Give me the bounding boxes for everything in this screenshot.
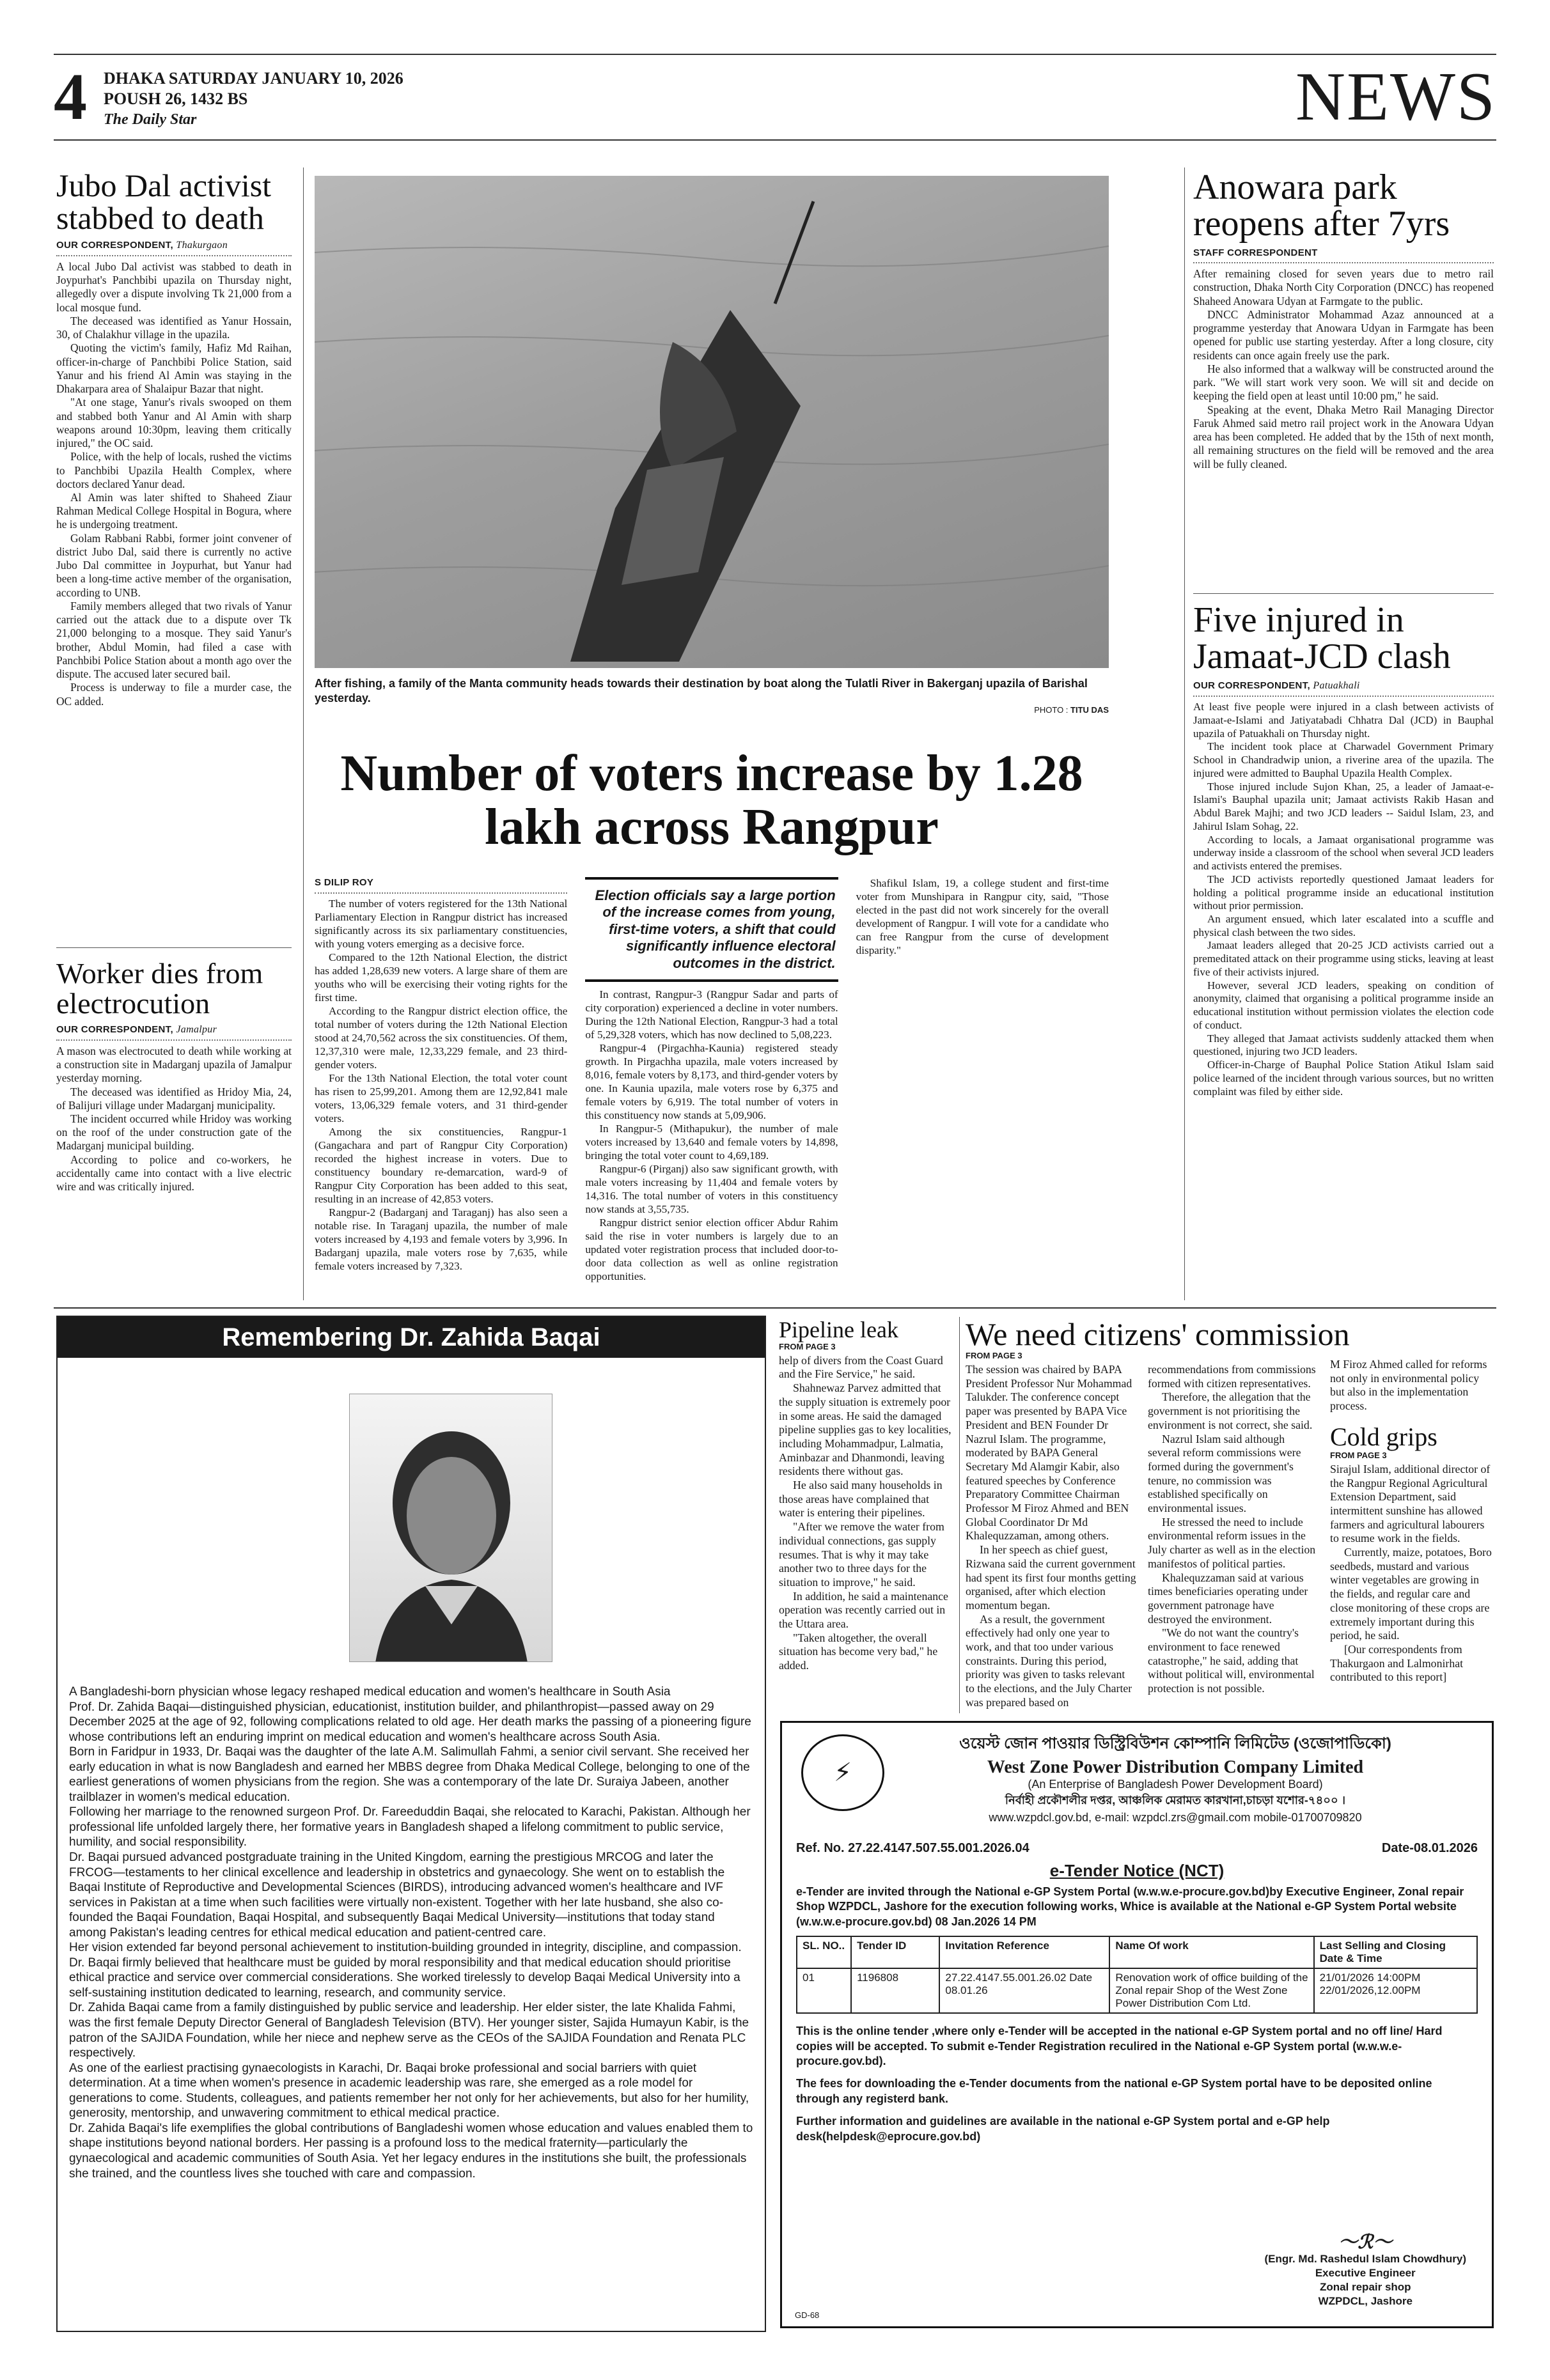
article-citizens [966, 1316, 1350, 1710]
byline: OUR CORRESPONDENT, Thakurgaon [56, 240, 292, 256]
from-page: FROM PAGE 3 [779, 1341, 836, 1351]
signature-mark: 〜ℛ〜 [1338, 2231, 1393, 2253]
notice-notes: This is the online tender ,where only e-Tender will be accepted in the national e-GP System portal and no off line/ Hard copies will be accepted. To submit e-Tender Registration reculired in the National e-GP System portal (w.w.w.e-procure.gov.bd). The fees for downloading the e-Tender documents from the national e-GP System portal have to be deposited online through any registerd bank. Further information and guidelines are available in the national e-GP System portal and e-GP help desk(helpdesk@eprocure.gov.bd) [796, 2025, 1443, 2143]
ref-date: Date-08.01.2026 [1381, 1841, 1478, 1855]
boat-illustration [315, 176, 1109, 668]
headline: Pipeline leak [779, 1317, 898, 1342]
article-voters [315, 877, 1109, 1299]
article-body: A local Jubo Dal activist was stabbed to death in Joypurhat's Panchbibi upazila on Thursday night, allegedly over a dispute involving Tk 21,000 from a local mosque fund. The deceased was identified as Yanur Hossain, 30, of Chalakhur village in the upazila. Quoting the victim's family, Hafiz Md Raihan, officer-in-charge of Panchbibi Police Station, said Yanur and his friend Al Amin was staying in the Dhakarpara area of Shalaipur Bazar that night. "At one stage, Yanur's rivals swooped on them and stabbed both Yanur and Al Amin with sharp weapons around 10:30pm, leaving them critically injured," the OC said. Police, with the help of locals, rushed the victims to Panchbibi Upazila Health Complex, where doctors declared Yanur dead. Al Amin was later shifted to Shaheed Ziaur Rahman Medical College Hospital in Bogura, where he is undergoing treatment. Golam Rabbani Rabbi, former joint convener of district Jubo Dal, said there is currently no active Jubo Dal committee in Joypurhat, but Yanur had been a long-time active member of the organisation, according to UNB. Family members alleged that two rivals of Yanur carried out the attack due to a dispute over Tk 21,000 belonging to a mosque. They said Yanur's brother, Abdul Momin, had filed a case with Panchbibi Police Station about a month ago over the dispute. The accused later secured bail. Process is underway to file a murder case, the OC added. [56, 260, 292, 708]
article-jubo-dal [56, 169, 292, 708]
voters-headline: Number of voters increase by 1.28 lakh across Rangpur [340, 745, 1083, 855]
headline: Five injured in Jamaat-JCD clash [1193, 600, 1451, 677]
tender-notice-ad [780, 1721, 1494, 2328]
company-bangla: ওয়েস্ট জোন পাওয়ার ডিস্ট্রিবিউশন কোম্পানি লিমিটেড (ওজোপাডিকো) [959, 1735, 1391, 1752]
article-body: A mason was electrocuted to death while working at a construction site in Madarganj upazila of Jamalpur yesterday morning. The deceased was identified as Hridoy Mia, 24, of Balijuri village under Madarganj municipality. The incident occurred while Hridoy was working on the roof of the under construction gate of the Madarganj municipal building. According to police and co-workers, he accidentally came into contact with a live electric wire and was critically injured. [56, 1044, 292, 1194]
article-body: Sirajul Islam, additional director of the Rangpur Regional Agricultural Extension Department, said intermittent sunshine has allowed farmers and agricultural labourers to resume work in the fields. Currently, maize, potatoes, Boro seedbeds, mustard and various winter vegetables are growing in the fields, and regular care and close monitoring of these crops are extremely important during this period, he said. [Our correspondents from Thakurgaon and Lalmonirhat contributed to this report] [1330, 1462, 1492, 1684]
section-title: NEWS [1296, 59, 1496, 135]
notice-intro: e-Tender are invited through the National e-GP System Portal (w.w.w.e-procure.gov.bd)by Executive Engineer, Zonal repair Shop WZPDCL, Jashore for the execution following works, Whice is available at the National e-GP System Portal website (w.w.w.e-procure.gov.bd) 08 Jan.2026 14 PM [796, 1885, 1464, 1928]
ref-number: Ref. No. 27.22.4147.507.55.001.2026.04 [796, 1841, 1029, 1855]
article-body: At least five people were injured in a clash between activists of Jamaat-e-Islami and Jatiyatabadi Chhatra Dal (JCD) in Bauphal upazila of Patuakhali on Thursday night. The incident took place at Charwadel Government Primary School in Chandradwip union, a riverine area of the upazila. The injured were admitted to Bauphal Upazila Health Complex. Those injured include Sujon Khan, 25, a leader of Jamaat-e-Islami's Bauphal upazila unit; Jamaat activists Rakib Hasan and Abdul Barek Majhi; and two JCD leaders -- Saidul Islam, 23, and Jahirul Islam Sohag, 22. According to locals, a Jamaat organisational programme was underway inside a classroom of the school when several JCD leaders and activists entered the premises. The JCD activists reportedly questioned Jamaat leaders for holding a political programme inside an educational institution without prior permission. An argument ensued, which later escalated into a scuffle and physical clash between the two sides. Jamaat leaders alleged that 20-25 JCD activists carried out a premeditated attack on their programme using sticks, leaving at least five of their activists injured. However, several JCD leaders, speaking on condition of anonymity, claimed that organising a political programme inside an educational institution without permission violates the election code of conduct. They alleged that Jamaat activists suddenly attacked them when questioned, injuring two JCD leaders. Officer-in-Charge of Bauphal Police Station Atikul Islam said police learned of the incident through various sources, but no written complaint was filed by either side. [1193, 701, 1494, 1098]
table-row: 01 1196808 27.22.4147.55.001.26.02 Date 08.01.26 Renovation work of office building of the Zonal repair Shop of the West Zone Power Distribution Com Ltd. 21/01/2026 14:00PM 22/01/2026,12.00PM [797, 1968, 1477, 2013]
table-header: SL. NO.. Tender ID Invitation Reference Name Of work Last Selling and Closing Date & Time [797, 1936, 1477, 1968]
byline: OUR CORRESPONDENT, Jamalpur [56, 1024, 292, 1041]
company-bangla-address: নির্বাহী প্রকৌশলীর দপ্তর, আঞ্চলিক মেরামত কারখানা,চাচড়া যশোর-৭৪০০ । [1005, 1794, 1346, 1807]
date-line: DHAKA SATURDAY JANUARY 10, 2026 [104, 69, 403, 88]
citizens-continued: M Firoz Ahmed called for reforms not only in environmental policy but also in the implementation process. [1330, 1358, 1487, 1413]
company-name: West Zone Power Distribution Company Limited [987, 1757, 1364, 1777]
article-body: After remaining closed for seven years due to metro rail construction, Dhaka North City Corporation (DNCC) has reopened Shaheed Anowara Udyan at Farmgate to the public. DNCC Administrator Mohammad Azaz announced at a programme yesterday that Anowara Udyan in Farmgate has been opened for public use starting yesterday. After a long closure, city residents can once again freely use the park. He also informed that a walkway will be constructed around the park. "We will start work very soon. We will sit and decide on keeping the field open at least until 10:00 pm," he said. Speaking at the event, Dhaka Metro Rail Managing Director Faruk Ahmed said metro rail project work in the Anowara Udyan area has been completed. He added that by the 15th of next month, all remaining structures on the field will be removed and the area will be fully cleaned. [1193, 267, 1494, 471]
byline: STAFF CORRESPONDENT [1193, 247, 1494, 263]
gd-code: GD-68 [795, 2310, 820, 2320]
masthead [54, 54, 1496, 141]
company-subtitle: (An Enterprise of Bangladesh Power Development Board) [1028, 1778, 1323, 1791]
section-divider [54, 1307, 1496, 1309]
from-page: FROM PAGE 3 [1330, 1450, 1387, 1460]
column-rule [959, 1317, 960, 1713]
paper-name: The Daily Star [104, 111, 197, 128]
column-rule [1184, 167, 1185, 1300]
article-body: help of divers from the Coast Guard and the Fire Service," he said. Shahnewaz Parvez admitted that the supply situation is extremely poor in some areas. He said the damaged pipeline supplies gas to key localities, including Mohammadpur, Lalmatia, Aminbazar and Dhanmondi, leaving residents there without gas. He also said many households in those areas have complained that water is entering their pipelines. "After we remove the water from individual connections, gas supply resumes. That is why it may take another two to three days for the situation to improve," he said. In addition, he said a maintenance operation was recently carried out in the Uttara area. "Taken altogether, the overall situation has become very bad," he added. [779, 1353, 951, 1672]
page-number: 4 [54, 60, 87, 134]
byline: S DILIP ROY [315, 877, 567, 894]
article-cold [1330, 1424, 1494, 1684]
headline: Jubo Dal activist stabbed to death [56, 167, 272, 236]
pull-quote: Election officials say a large portion of the increase comes from young, first-time voters, a shift that could significantly influence electoral outcomes in the district. [585, 877, 838, 982]
byline: OUR CORRESPONDENT, Patuakhali [1193, 680, 1494, 697]
obituary-body: A Bangladeshi-born physician whose legacy reshaped medical education and women's healthcare in South Asia Prof. Dr. Zahida Baqai—distinguished physician, educationist, institution builder, and philanthropist—passed away on 29 December 2025 at the age of 92, following complications related to old age. Her death marks the passing of a pioneering figure whose contributions left an enduring imprint on medical education and women's healthcare across South Asia. Born in Faridpur in 1933, Dr. Baqai was the daughter of the late A.M. Salimullah Fahmi, a senior civil servant. She received her early education in what is now Bangladesh and earned her MBBS degree from Dhaka Medical College, belonging to one of the earliest generations of women physicians from the region. She was a contemporary of the late Dr. Suraiya Jabeen, another trailblazer in women's medical education. Following her marriage to the renowned surgeon Prof. Dr. Fareeduddin Baqai, she relocated to Karachi, Pakistan. Although her professional life unfolded largely there, her formative years in Bangladesh shaped a lifelong commitment to public service, humility, and social responsibility. Dr. Baqai pursued advanced postgraduate training in the United Kingdom, earning the prestigious MRCOG and later the FRCOG—testaments to her clinical excellence and leadership in obstetrics and gynaecology. She went on to establish the Baqai Institute of Reproductive and Developmental Sciences (BIRDS), introducing advanced women's healthcare and IVF services in Pakistan at a time when such facilities were virtually non-existent. Together with her late husband, she also co-founded the Baqai Foundation, Baqai Hospital, and subsequently Baqai Medical University—institutions that today stand among Pakistan's leading centres for ethical medical education and patient-centred care. Her vision extended far beyond personal achievement to institution-building grounded in integrity, discipline, and compassion. Dr. Baqai firmly believed that healthcare must be guided by moral responsibility and that medical education should prioritise ethical practice and service over commercial considerations. She worked tirelessly to develop Baqai Medical University into a self-sustaining institution dedicated to learning, research, and community service. Dr. Zahida Baqai came from a family distinguished by public service and leadership. Her elder sister, the late Khalida Fahmi, was the first female Deputy Director General of Bangladesh Television (BTV). Her younger sister, Sajida Humayun Kabir, is the patron of the SAJIDA Foundation, while her niece and nephew serve as the CEOs of the SAJIDA Foundation and Renata PLC respectively. As one of the earliest practising gynaecologists in Karachi, Dr. Baqai broke professional and social barriers with quiet determination. At a time when women's presence in academic leadership was rare, she emerged as a role model for generations to come. Students, colleagues, and patients remember her not only for her achievements, but also for her humility, generosity, mentorship, and unwavering commitment to ethical medical practice. Dr. Zahida Baqai's life exemplifies the global contributions of Bangladeshi women whose education and values enabled them to shape institutions beyond national borders. Her passing is a profound loss to the medical fraternity—particularly the gynaecological and academic communities of South Asia. Yet her legacy endures in the institutions she built, the professionals she trained, and the countless lives she touched with care and compassion. [69, 1685, 753, 2181]
tender-table [796, 1936, 1478, 2014]
obituary-box [56, 1316, 766, 2332]
article-body: S DILIP ROY The number of voters registered for the 13th National Parliamentary Election in Rangpur district has increased significantly across its six parliamentary constituencies, with young voters emerging as a decisive force. Compared to the 12th National Election, the district has added 1,28,639 new voters. A large share of them are youths who will be exercising their voting rights for the first time. According to the Rangpur district election office, the total number of voters during the 12th National Election stood at 24,70,562 across the six constituencies. Of them, 12,37,310 were male, 12,33,229 female, and 23 third-gender voters. For the 13th National Election, the total voter count has risen to 25,99,201. Among them are 12,92,841 male voters, 13,06,329 female voters, and 31 third-gender voters. Among the six constituencies, Rangpur-1 (Gangachara and part of Rangpur City Corporation) recorded the highest increase in voters. Due to constituency boundary re-demarcation, ward-9 of Rangpur City Corporation has been added to this seat, resulting in an increase of 42,853 voters. Rangpur-2 (Badarganj and Taraganj) has also seen a notable rise. In Taraganj upazila, the number of male voters increased by 4,193 and female voters by 3,996. In Badarganj upazila, male voters rose by 7,635, while female voters increased by 7,323. Election officials say a large portion of the increase comes from young, first-time voters, a shift that could significantly influence electoral outcomes in the district. In contrast, Rangpur-3 (Rangpur Sadar and parts of city corporation) experienced a decline in voter numbers. During the 12th National Election, Rangpur-3 had a total of 5,29,328 voters, which has now declined to 5,08,223. Rangpur-4 (Pirgachha-Kaunia) registered steady growth. In Pirgachha upazila, male voters increased by 8,016, female voters by 8,173, and third-gender voters by one. In Kaunia upazila, male voters rose by 6,375 and female voters by 6,919. The total number of voters in this constituency now stands at 5,09,906. In Rangpur-5 (Mithapukur), the number of male voters increased by 13,640 and female voters by 14,898, bringing the total voter count to 4,69,189. Rangpur-6 (Pirganj) also saw significant growth, with male voters increasing by 11,404 and female voters by 14,316. The total number of voters in this constituency now stands at 3,55,735. Rangpur district senior election officer Abdur Rahim said the rise in voter numbers is largely due to an updated voter registration process that included door-to-door data collection as well as online registration opportunities. Shafikul Islam, 19, a college student and first-time voter from Munshipara in Rangpur city, said, "Those elected in the past did not work sincerely for the overall development of Rangpur. I will vote for a candidate who can free Rangpur from the curse of development disparity." [315, 877, 1109, 1282]
article-anowara [1193, 169, 1494, 471]
news-photo [315, 176, 1109, 668]
headline: Anowara park reopens after 7yrs [1193, 167, 1450, 244]
headline: We need citizens' commission [966, 1316, 1350, 1352]
article-jamaat [1193, 602, 1494, 1098]
photo-caption: After fishing, a family of the Manta community heads towards their destination by boat along the Tulatli River in Bakerganj upazila of Barishal yesterday. PHOTO : TITU DAS [315, 677, 1109, 715]
company-contact: www.wzpdcl.gov.bd, e-mail: wzpdcl.zrs@gmail.com mobile-01700709820 [989, 1811, 1362, 1824]
company-logo: ⚡ [801, 1734, 884, 1811]
article-body: The session was chaired by BAPA President Professor Nur Mohammad Talukder. The conference concept paper was presented by BAPA Vice President and BEN Founder Dr Nazrul Islam. The programme, moderated by BAPA General Secretary Md Alamgir Kabir, also featured speeches by Conference Preparatory Committee Chairman Professor M Firoz Ahmed and BEN Global Coordinator Dr Md Khalequzzaman, among others. In her speech as chief guest, Rizwana said the current government had spent its first four months getting organised, after which election momentum began. As a result, the government effectively had only one year to work, and that too under various constraints. During this period, priority was given to tasks relevant to the elections, and the July Charter was prepared based on recommendations from commissions formed with citizen representatives. Therefore, the allegation that the government is not prioritising the environment is not correct, she said. Nazrul Islam said although several reform commissions were formed during the government's tenure, no commission was established specifically on environmental issues. He stressed the need to include environmental reform issues in the July charter as well as in the election manifestos of political parties. Khalequzzaman said at various times beneficiaries operating under government patronage have destroyed the environment. "We do not want the country's environment to face renewed catastrophe," he said, adding that without political will, environmental protection is not possible. [966, 1363, 1316, 1709]
article-worker [56, 959, 292, 1194]
article-pipeline [779, 1318, 953, 1673]
divider [1193, 593, 1494, 594]
signature-block: 〜ℛ〜 (Engr. Md. Rashedul Islam Chowdhury) Executive Engineer Zonal repair shop WZPDCL, Jashore [1264, 2231, 1466, 2307]
headline: Worker dies from electrocution [56, 957, 263, 1020]
column-rule [303, 167, 304, 1300]
from-page: FROM PAGE 3 [966, 1351, 1022, 1360]
ref-line [796, 1841, 1478, 1856]
divider [56, 947, 292, 948]
notice-title: e-Tender Notice (NCT) [1049, 1861, 1225, 1880]
bangla-date: POUSH 26, 1432 BS [104, 89, 248, 108]
obituary-title: Remembering Dr. Zahida Baqai [58, 1317, 765, 1358]
portrait [349, 1394, 552, 1662]
headline: Cold grips [1330, 1422, 1437, 1451]
